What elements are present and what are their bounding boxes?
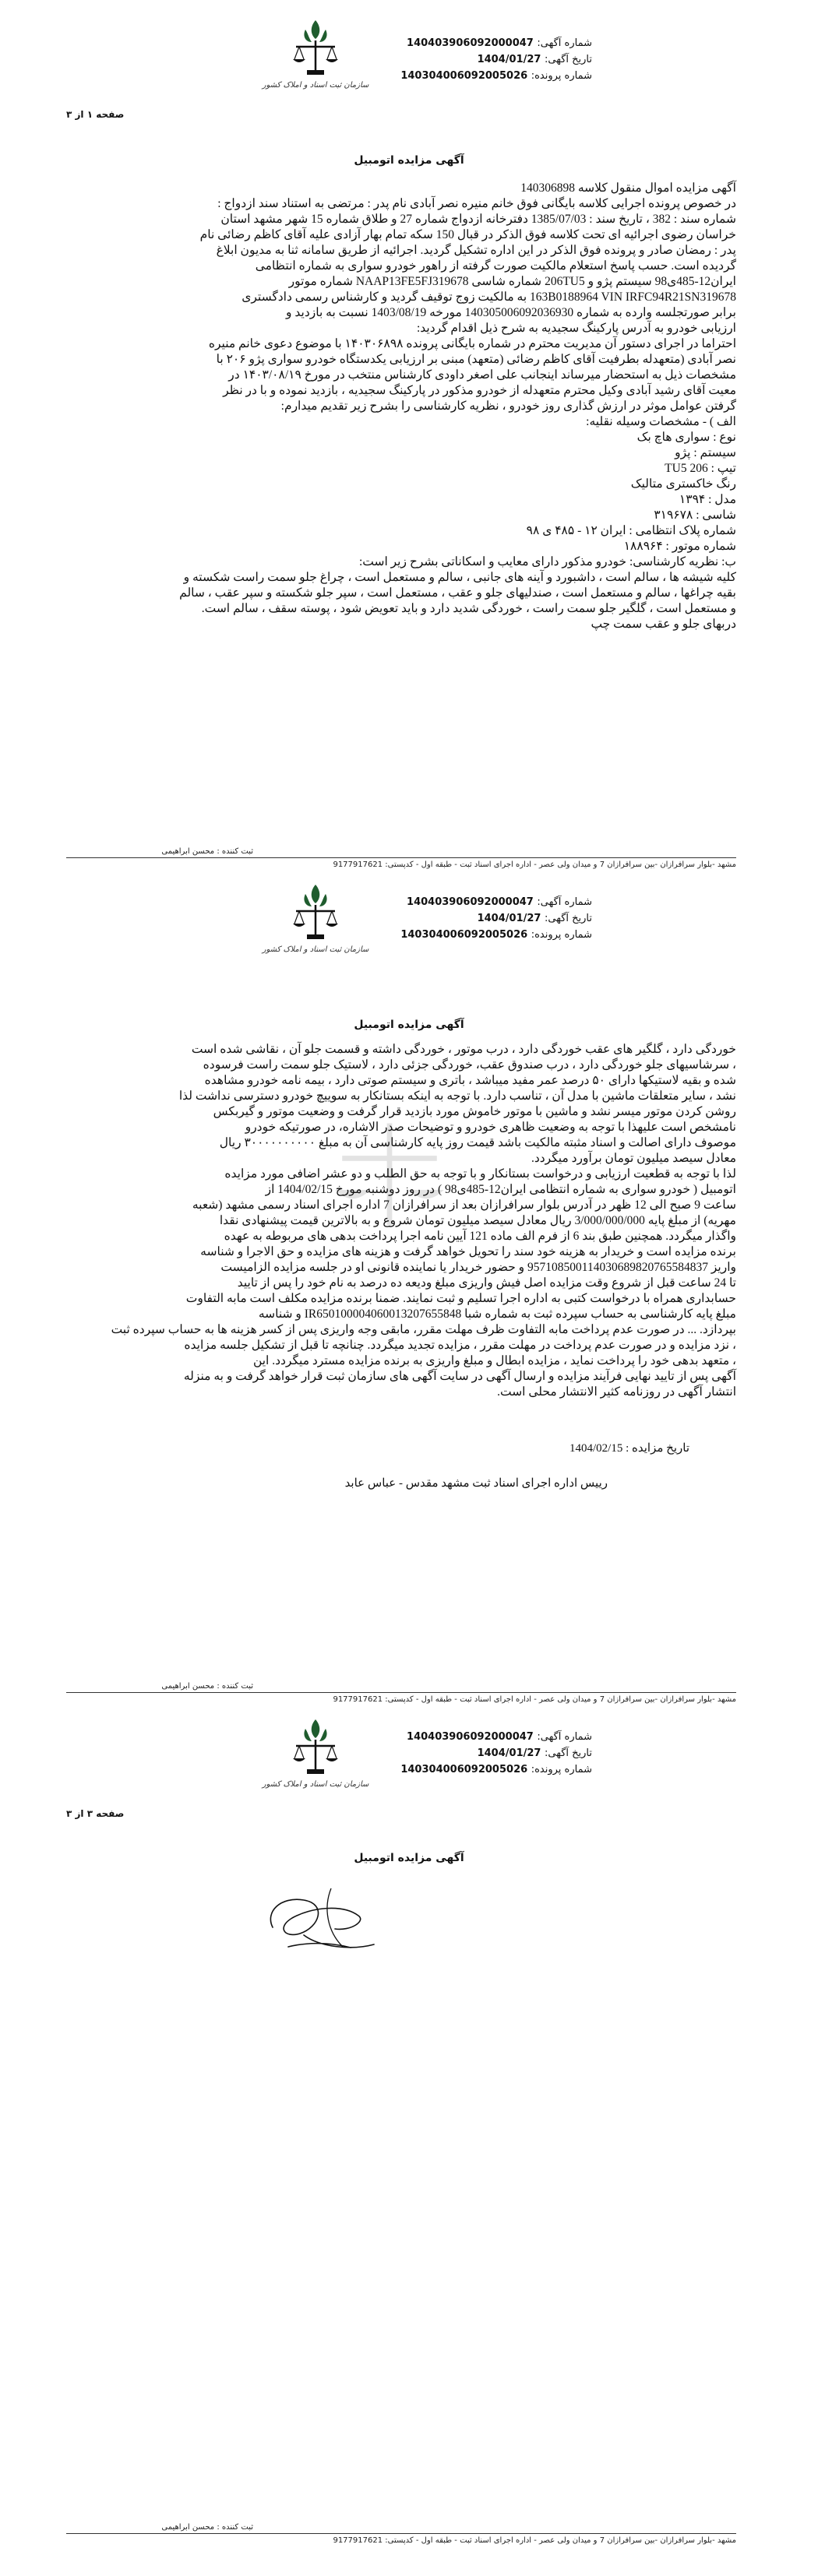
- handwritten-signature: [257, 1873, 390, 1966]
- body-line: نامشخص است علیهذا با توجه به وضعیت ظاهری خودرو و توضیحات صدر الاشاره، در صورتیکه خودرو: [245, 1121, 736, 1134]
- ad-title: آگهی مزایده اتومبیل: [354, 1019, 464, 1031]
- body-line: ایران12-485ی98 سیستم پژو و 206TU5 شماره شاسی NAAP13FE5FJ319678 شماره موتور: [288, 275, 736, 288]
- body-line: واریز 957108500114030689820765584837 و حضور خریدار یا نماینده قانونی او در جلسه مزایده الزامیست: [220, 1261, 736, 1274]
- body-line: واگذار میگردد. همچنین طبق بند 6 از فرم الف ماده 121 آیین نامه اجرا پرداخت بدهی های مربوطه به عهده: [224, 1230, 736, 1243]
- scales-of-justice-icon: [288, 882, 343, 944]
- body-line: معادل سیصد میلیون تومان برآورد میگردد.: [531, 1152, 736, 1165]
- file-number: 140304006092005026: [400, 1764, 528, 1775]
- ad-number: 140403906092000047: [407, 1731, 534, 1743]
- body-line: نوع : سواری هاچ بک: [636, 431, 736, 444]
- body-line: احتراما در اجرای دستور آن مدیریت محترم در شماره بایگانی پرونده ۱۴۰۳۰۶۸۹۸ با موضوع دعوی خانم منیره: [208, 337, 736, 350]
- registrar-label: ثبت کننده :: [217, 2523, 253, 2532]
- body-line: پدر : رمضان صادر و پرونده فوق الذکر در این اداره تشکیل گردید. اجرائیه از طریق سامانه ثنا به مدیون ابلاغ: [216, 244, 736, 257]
- body-line: آگهی مزایده اموال منقول کلاسه 140306898: [520, 181, 736, 195]
- body-line: نشد ، سایر متعلقات ماشین با مدل آن ، تناسب دارد. با توجه به اینکه بستانکار به سوییچ خودرو دسترسی نداشت لذا: [178, 1089, 736, 1103]
- ad-title: آگهی مزایده اتومبیل: [354, 1852, 464, 1864]
- body-line: لذا با توجه به قطعیت ارزیابی و درخواست بستانکار و با توجه به حق الطلب و دو عشر اضافی مورد مزایده: [224, 1167, 736, 1181]
- ad-header-info: [400, 35, 592, 84]
- scales-of-justice-icon: [288, 17, 343, 79]
- body-line: در خصوص پرونده اجرایی کلاسه بایگانی فوق خانم منیره نصر آبادی نام پدر : مرتضی به استناد سند ازدواج :: [217, 197, 736, 210]
- page-footer: [66, 2523, 736, 2545]
- body-line: تا 24 ساعت قبل از شروع وقت مزایده اصل فیش واریزی مبلغ ودیعه ده درصد به نام خود را پس از تایید: [237, 1276, 736, 1290]
- body-line: برنده مزایده است و خریدار به هزینه خود سند را تحویل خواهد گرفت و هزینه های مزایده و حق الاجرا و شناسه: [200, 1245, 736, 1258]
- body-line: مبلغ پایه کارشناسی به حساب سپرده ثبت به شماره شبا IR650100004060013207655848 و شناسه: [258, 1307, 736, 1321]
- page-number: صفحه ۱ از ۳: [66, 109, 125, 120]
- ad-date-label: تاریخ آگهی:: [544, 913, 592, 924]
- ad-header-info: [400, 894, 592, 943]
- body-line: موصوف دارای اصالت و اسناد مثبته مالکیت باشد قیمت روز پایه کارشناسی آن به مبلغ ۳۰۰۰۰۰۰۰۰۰۰ ریال: [219, 1136, 736, 1149]
- ad-date-label: تاریخ آگهی:: [544, 1747, 592, 1759]
- page-footer: [66, 1682, 736, 1704]
- ad-date: 1404/01/27: [477, 913, 541, 924]
- body-line: انتشار آگهی در روزنامه کثیر الانتشار محلی است.: [497, 1385, 736, 1399]
- body-line: شماره سند : 382 ، تاریخ سند : 1385/07/03 دفترخانه ازدواج شماره 27 و طلاق شماره 15 شهر مشهد استان: [220, 213, 736, 226]
- file-number-label: شماره پرونده:: [531, 1764, 592, 1775]
- body-line: 163B0188964 VIN IRFC94R21SN319678 به مالکیت زوج توقیف گردید و کارشناس رسمی دادگستری: [242, 290, 736, 304]
- body-line: مدل : ۱۳۹۴: [679, 493, 736, 506]
- body-line: شماره پلاک انتظامی : ایران ۱۲ - ۴۸۵ ی ۹۸: [526, 524, 736, 537]
- registrar-label: ثبت کننده :: [217, 1682, 253, 1691]
- registrar-name: محسن ابراهیمی: [161, 847, 215, 856]
- office-address: مشهد -بلوار سرافرازان -بین سرافرازان 7 و میدان ولی عصر - اداره اجرای اسناد ثبت - طبقه اول - کدپستی: 9177917621: [333, 2536, 736, 2545]
- body-line: بقیه چراغها ، سالم و مستعمل است ، صندلیهای جلو و عقب ، مستعمل است ، سپر جلو شکسته و سپر عقب ، سالم: [179, 586, 736, 600]
- body-line: مهریه) از مبلغ پایه 3/000/000/000 ریال معادل سیصد میلیون تومان شروع و به بالاترین قیمت پیشنهادی نقدا: [219, 1214, 736, 1227]
- footer-divider: [66, 1692, 736, 1693]
- body-line: سیستم : پژو: [675, 446, 736, 459]
- body-line: معیت آقای رشید آبادی وکیل محترم متعهدله از خودرو مذکور در پارکینگ سجیدیه ، بازدید نموده و با در نظر: [223, 384, 736, 397]
- scales-of-justice-icon: [288, 1716, 343, 1779]
- ad-number-label: شماره آگهی:: [537, 1731, 592, 1743]
- file-number: 140304006092005026: [400, 70, 528, 82]
- footer-divider: [66, 857, 736, 858]
- auction-date: تاریخ مزایده : 1404/02/15: [569, 1442, 689, 1455]
- body-line: ب: نظریه کارشناسی: خودرو مذکور دارای معایب و اسکاناتی بشرح زیر است:: [358, 555, 736, 568]
- body-line: شده و بقیه لاستیکها دارای ۵۰ درصد عمر مفید میباشد ، باتری و سیستم صوتی دارد ، بیمه نامه خودرو مشاهده: [204, 1074, 736, 1087]
- body-line: روشن کردن موتور میسر نشد و ماشین با موتور خاموش مورد بازدید قرار گرفت و وضعیت موتور و گیربکس: [213, 1105, 736, 1118]
- page-number: صفحه ۳ از ۳: [66, 1808, 125, 1819]
- body-line: کلیه شیشه ها ، سالم است ، داشبورد و آینه های جانبی ، سالم و مستعمل است ، چراغ جلو سمت راست شکسته و: [183, 571, 736, 584]
- registrar-name: محسن ابراهیمی: [161, 1682, 215, 1691]
- judiciary-emblem: [257, 1716, 374, 1789]
- registrar-label: ثبت کننده :: [217, 847, 253, 856]
- ad-body-section-1: [82, 181, 736, 632]
- body-line: دربهای جلو و عقب سمت چپ: [591, 618, 736, 631]
- file-number-label: شماره پرونده:: [531, 70, 592, 82]
- ad-date-label: تاریخ آگهی:: [544, 54, 592, 65]
- body-line: ، نزد مزایده و در صورت عدم پرداخت در مهلت مقرر ، مزایده تجدید میگردد. چنانچه تا قبل از تشکیل جلسه مزایده: [184, 1339, 736, 1352]
- page-footer: [66, 847, 736, 869]
- judiciary-emblem: [257, 17, 374, 90]
- body-line: ارزیابی خودرو به آدرس پارکینگ سجیدیه به شرح ذیل اقدام گردید:: [416, 322, 736, 335]
- body-line: حسابداری همراه با درخواست کتبی به اداره اجرا تسلیم و ثبت نمایند. ضمنا برنده مزایده مکلف است مابه التفاوت: [185, 1292, 736, 1305]
- footer-divider: [66, 2533, 736, 2534]
- body-line: گردیده است. حسب پاسخ استعلام مالکیت صورت گرفته از راهور خودرو سواری به شماره انتظامی: [255, 259, 736, 273]
- ad-date: 1404/01/27: [477, 54, 541, 65]
- body-line: شماره موتور : ۱۸۸۹۶۴: [623, 540, 736, 553]
- ad-date: 1404/01/27: [477, 1747, 541, 1759]
- office-address: مشهد -بلوار سرافرازان -بین سرافرازان 7 و میدان ولی عصر - اداره اجرای اسناد ثبت - طبقه اول - کدپستی: 9177917621: [333, 860, 736, 869]
- ad-header-info: [400, 1729, 592, 1778]
- body-line: خوردگی دارد ، گلگیر های عقب خوردگی دارد ، درب موتور ، خوردگی داشته و قسمت جلو آن ، نقاشی شده است: [191, 1043, 736, 1056]
- body-line: و مستعمل است ، گلگیر جلو سمت راست ، خوردگی شدید دارد و باید تعویض شود ، پوسته سقف ، سالم است.: [201, 602, 736, 615]
- ad-number-label: شماره آگهی:: [537, 37, 592, 49]
- body-line: تیپ : 206 TU5: [665, 462, 736, 475]
- body-line: ساعت 9 صبح الی 12 ظهر در آدرس بلوار سرافرازان بعد از سرافرازان 7 اداره اجرای اسناد رسمی مشهد (شعبه: [192, 1198, 736, 1212]
- ad-number: 140403906092000047: [407, 896, 534, 908]
- judiciary-emblem: [257, 882, 374, 954]
- body-line: رنگ خاکستری متالیک: [630, 477, 736, 491]
- body-line: شاسی : ۳۱۹۶۷۸: [654, 509, 736, 522]
- body-line: ، متعهد بدهی خود را پرداخت نماید ، مزایده ابطال و مبلغ واریزی به برنده مزایده مسترد میگردد. این: [252, 1354, 736, 1367]
- ad-number: 140403906092000047: [407, 37, 534, 49]
- body-line: ، سرشاسیهای جلو خوردگی دارد ، درب صندوق عقب، خوردگی جزئی دارد ، لاستیک جلو سمت راست فرسوده: [203, 1058, 736, 1072]
- office-address: مشهد -بلوار سرافرازان -بین سرافرازان 7 و میدان ولی عصر - اداره اجرای اسناد ثبت - طبقه اول - کدپستی: 9177917621: [333, 1695, 736, 1704]
- body-line: نصر آبادی (متعهدله بطرفیت آقای کاظم رضائی (متعهد) مبنی بر ارزیابی یکدستگاه خودرو سواری پژو ۲۰۶ با: [216, 353, 736, 366]
- body-line: اتومبیل ( خودرو سواری به شماره انتظامی ایران12-485ی98 ) در روز دوشنبه مورخ 1404/02/15 از: [265, 1183, 736, 1196]
- ad-body-section-2: [82, 1042, 736, 1400]
- org-name: سازمان ثبت اسناد و املاک کشور: [262, 1780, 369, 1789]
- body-line: خراسان رضوی اجرائیه ای تحت کلاسه فوق الذکر در قبال 150 سکه تمام بهار آزادی علیه آقای کاظم رضائی نام: [199, 228, 736, 241]
- registrar-name: محسن ابراهیمی: [161, 2523, 215, 2532]
- body-line: الف ) - مشخصات وسیله نقلیه:: [586, 415, 736, 428]
- body-line: گرفتن عوامل موثر در ارزش گذاری روز خودرو ، نظریه کارشناسی را بشرح زیر تقدیم میدارم:: [280, 399, 736, 413]
- ad-title: آگهی مزایده اتومبیل: [354, 154, 464, 167]
- ad-number-label: شماره آگهی:: [537, 896, 592, 908]
- body-line: بپردازد. ... در صورت عدم پرداخت مابه التفاوت ظرف مهلت مقرر، مابقی وجه واریزی پس از کسر هزینه ها به حساب سپرده ثبت: [111, 1323, 736, 1336]
- body-line: آگهی پس از تایید نهایی فرآیند مزایده و ارسال آگهی در سایت آگهی های سازمان ثبت قرار خواهد گرفت و به منزله: [183, 1370, 736, 1383]
- file-number-label: شماره پرونده:: [531, 929, 592, 941]
- body-line: مشخصات ذیل به استحضار میرساند اینجانب علی اصغر داودی کارشناس منتخب در مورخ ۱۴۰۳/۰۸/۱۹ در: [228, 368, 736, 382]
- file-number: 140304006092005026: [400, 929, 528, 941]
- org-name: سازمان ثبت اسناد و املاک کشور: [262, 81, 369, 90]
- body-line: برابر صورتجلسه وارده به شماره 140305006092036930 مورخه 1403/08/19 نسبت به بازدید و: [286, 306, 736, 319]
- signer-title: رییس اداره اجرای اسناد ثبت مشهد مقدس - عباس عابد: [344, 1477, 608, 1490]
- org-name: سازمان ثبت اسناد و املاک کشور: [262, 945, 369, 954]
